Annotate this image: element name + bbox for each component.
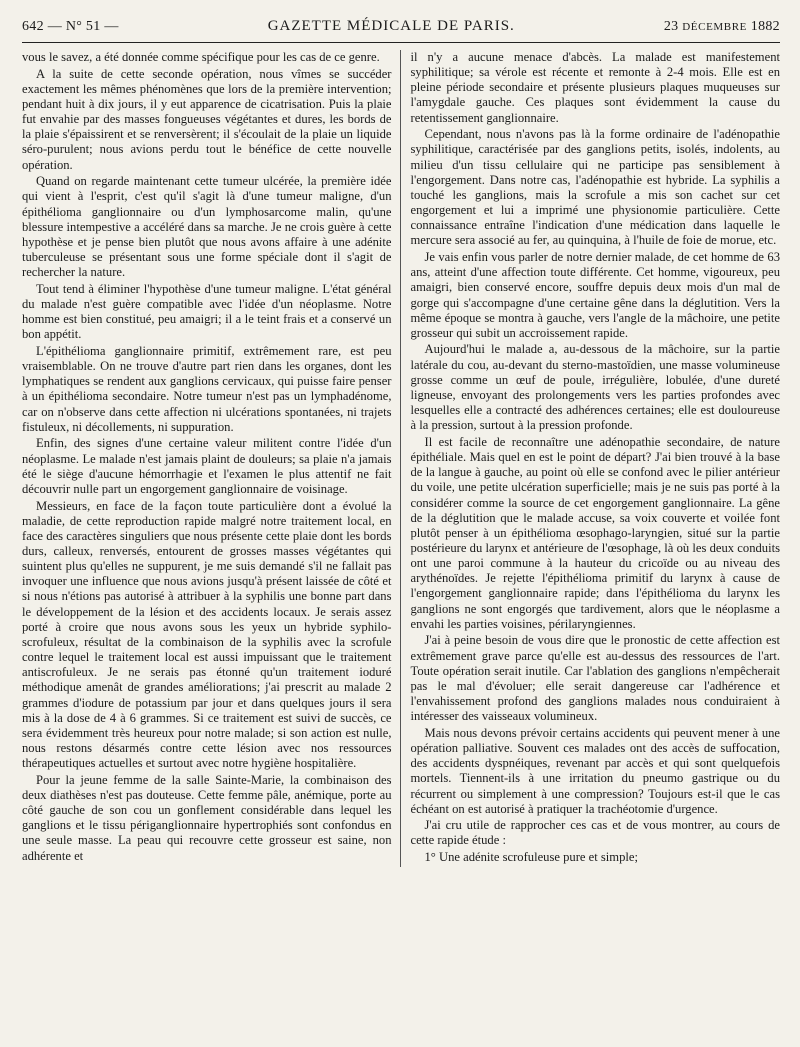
paragraph: Quand on regarde maintenant cette tumeur ulcérée, la première idée qui vient à l'esprit, c'est qu'il s'agit là d'une tumeur maligne, d'un épithélioma ganglionnaire ou d'un lymphosarcome malin, qu'une blessure intempestive a accéléré dans sa marche. Je ne crois guère à cette hypothèse et je pense bien plutôt que nous avons affaire à une adénite tuberculeuse se présentant sous une forme spéciale dont il s'agit de rechercher la nature. — [22, 174, 392, 280]
right-column — [400, 50, 781, 867]
header-left — [22, 19, 119, 35]
paragraph: Aujourd'hui le malade a, au-dessous de la mâchoire, sur la partie latérale du cou, au-devant du sterno-mastoïdien, une masse volumineuse grosse comme un œuf de poule, irrégulière, lobulée, d'une dureté ligneuse, envoyant des prolongements vers les parties profondes avec lesquelles elle a contracté des adhérences certaines; elle est douloureuse à la pression, surtout à la pression profonde. — [410, 342, 780, 433]
paragraph: J'ai cru utile de rapprocher ces cas et de vous montrer, au cours de cette rapide étude : — [410, 818, 780, 848]
issue-number: — N° 51 — — [47, 19, 119, 34]
paragraph: Messieurs, en face de la façon toute particulière dont a évolué la maladie, de cette reproduction rapide malgré notre traitement local, en face des caractères singuliers que nous présente cette plaie dont les bords durs, calleux, renversés, entourent de grosses masses végétantes qui suintent plus qu'elles ne suppurent, je me suis demandé s'il ne fallait pas invoquer une influence que nous avions jusqu'à présent laissée de côté et si nous n'étions pas autorisé à attribuer à la syphilis une bonne part dans le développement de la lésion et des accidents locaux. Je serais assez porté à croire que nous avons sous les yeux un hybride syphilo-scrofuleux, résultat de la combinaison de la syphilis avec la scrofule contre lequel le traitement local est aussi impuissant que le traitement antiscrofuleux. Je ne serais pas étonné qu'un traitement ioduré méthodique amenât de grandes améliorations; j'ai prescrit au malade 2 grammes d'iodure de potassium par jour et dans quelques jours il sera mis à la dose de 4 à 6 grammes. Si ce traitement est suivi de succès, ce sera évidemment très heureux pour notre malade; si son action est nulle, nous restons désarmés contre cette lésion avec nos ressources thérapeutiques actuelles et surtout avec notre hygiène hospitalière. — [22, 498, 392, 771]
paragraph: A la suite de cette seconde opération, nous vîmes se succéder exactement les mêmes phénomènes que lors de la première intervention; pendant huit à dix jours, il y eut apparence de cicatrisation. Puis la plaie fut envahie par des masses fongueuses végétantes et dures, les bords de la plaie s'épaissirent et se renversèrent; il s'écoulait de la plaie un liquide séro-purulent; nous avions perdu tout le bénéfice de cette nouvelle opération. — [22, 66, 392, 172]
date-month: DÉCEMBRE — [682, 21, 747, 33]
paragraph: Je vais enfin vous parler de notre dernier malade, de cet homme de 63 ans, atteint d'une affection toute différente. Cet homme, vigoureux, peu amaigri, bien conservé encore, souffre depuis deux mois d'un mal de gorge qui s'accompagne d'une certaine gêne dans la déglutition. Vers la même époque se montra à gauche, vers l'angle de la mâchoire, une petite grosseur qui subit un accroissement rapide. — [410, 250, 780, 340]
paragraph: Tout tend à éliminer l'hypothèse d'une tumeur maligne. L'état général du malade n'est guère compatible avec l'idée d'un néoplasme. Notre homme est bien constitué, peu amaigri; il a le teint frais et a conservé un bon appétit. — [22, 281, 392, 342]
issue-date — [664, 19, 780, 35]
article-columns — [22, 50, 780, 867]
paragraph: Cependant, nous n'avons pas là la forme ordinaire de l'adénopathie syphilitique, caractérisée par des ganglions petits, isolés, indolents, au milieu d'un tissu cellulaire qui ne participe pas sensiblement à l'engorgement. Dans notre cas, l'adénopathie est hybride. La syphilis a touché les ganglions, mais la scrofule a mis son cachet sur cet engorgement et lui a imprimé une physionomie particulière. Cette connaissance entraîne l'indication d'une médication dans laquelle le mercure sera associé au fer, au quinquina, à l'huile de foie de morue, etc. — [410, 127, 780, 248]
left-column — [22, 50, 400, 867]
list-item: 1° Une adénite scrofuleuse pure et simple; — [424, 850, 638, 865]
paragraph: J'ai à peine besoin de vous dire que le pronostic de cette affection est extrêmement grave parce qu'elle est au-dessus des ressources de l'art. Toute opération serait inutile. Car l'ablation des ganglions n'empêcherait pas le mal d'évoluer; elle serait dangereuse car l'adhérence et l'envahissement profond des ganglions malades nous conduiraient à intéresser des vaisseaux volumineux. — [410, 633, 780, 724]
paragraph: Il est facile de reconnaître une adénopathie secondaire, de nature épithéliale. Mais quel en est le point de départ? J'ai bien trouvé à la base de la langue à gauche, au point où elle se confond avec le pilier antérieur du voile, une petite ulcération superficielle; mais je ne suis pas porté à la considérer comme la source de cet engorgement ganglionnaire. La gêne de la déglutition que le malade accuse, sa voix couverte et voilée font plutôt penser à un épithélioma œsophago-laryngien, situé sur la partie postérieure du larynx et antérieure de l'œsophage, là où les deux conduits ont une paroi commune à la hauteur du cricoïde ou au niveau des arythénoïdes. Je rejette l'épithélioma primitif du larynx à cause de l'engorgement ganglionnaire rapide; dans l'épithélioma du larynx les ganglions ne sont engorgés que tardivement, alors que le néoplasme a envahi les parties voisines, périlaryngiennes. — [410, 434, 780, 631]
paragraph: L'épithélioma ganglionnaire primitif, extrêmement rare, est peu vraisemblable. On ne trouve d'autre part rien dans les organes, dont les lymphatiques se rendent aux ganglions cervicaux, qui puisse faire penser à un épithélioma secondaire. Notre tumeur n'est pas un lymphadénome, car on n'observe dans cette affection ni ulcérations spontanées, ni trajets fistuleux, ni décollements, ni suppuration. — [22, 343, 392, 434]
paragraph: Pour la jeune femme de la salle Sainte-Marie, la combinaison des deux diathèses n'est pas douteuse. Cette femme pâle, anémique, porte au côté gauche de son cou un gonflement considérable dans lequel les ganglions et le tissu périganglionnaire hypertrophiés sont confondus en une seule masse. La peau qui recouvre cette grosseur est saine, non adhérente et — [22, 772, 392, 863]
journal-title: GAZETTE MÉDICALE DE PARIS. — [267, 18, 515, 34]
page-number: 642 — [22, 19, 44, 34]
paragraph: il n'y a aucune menace d'abcès. La malade est manifestement syphilitique; sa vérole est récente et remonte à 2-4 mois. Elle est en pleine période secondaire et présente plusieurs plaques muqueuses sur l'amygdale gauche. Ces plaques sont évidemment la cause du retentissement ganglionnaire. — [410, 50, 780, 125]
paragraph: Enfin, des signes d'une certaine valeur militent contre l'idée d'un néoplasme. Le malade n'est jamais plaint de douleurs; sa plaie n'a jamais été le siège d'aucune hémorrhagie et l'examen le plus attentif ne fait découvrir nulle part un engorgement ganglionnaire de voisinage. — [22, 436, 392, 496]
page-header — [22, 18, 780, 43]
date-year: 1882 — [750, 19, 780, 34]
paragraph: Mais nous devons prévoir certains accidents qui peuvent mener à une opération palliative. Souvent ces malades ont des accès de suffocation, des accidents dyspnéiques, revenant par accès et qui sont quelquefois mortels. Tiennent-ils à une irritation du pneumo gastrique ou du récurrent ou simplement à une compression? Toujours est-il que le cas échéant on est autorisé à pratiquer la trachéotomie d'urgence. — [410, 725, 780, 816]
paragraph: vous le savez, a été donnée comme spécifique pour les cas de ce genre. — [22, 50, 380, 64]
date-day: 23 — [663, 19, 679, 34]
